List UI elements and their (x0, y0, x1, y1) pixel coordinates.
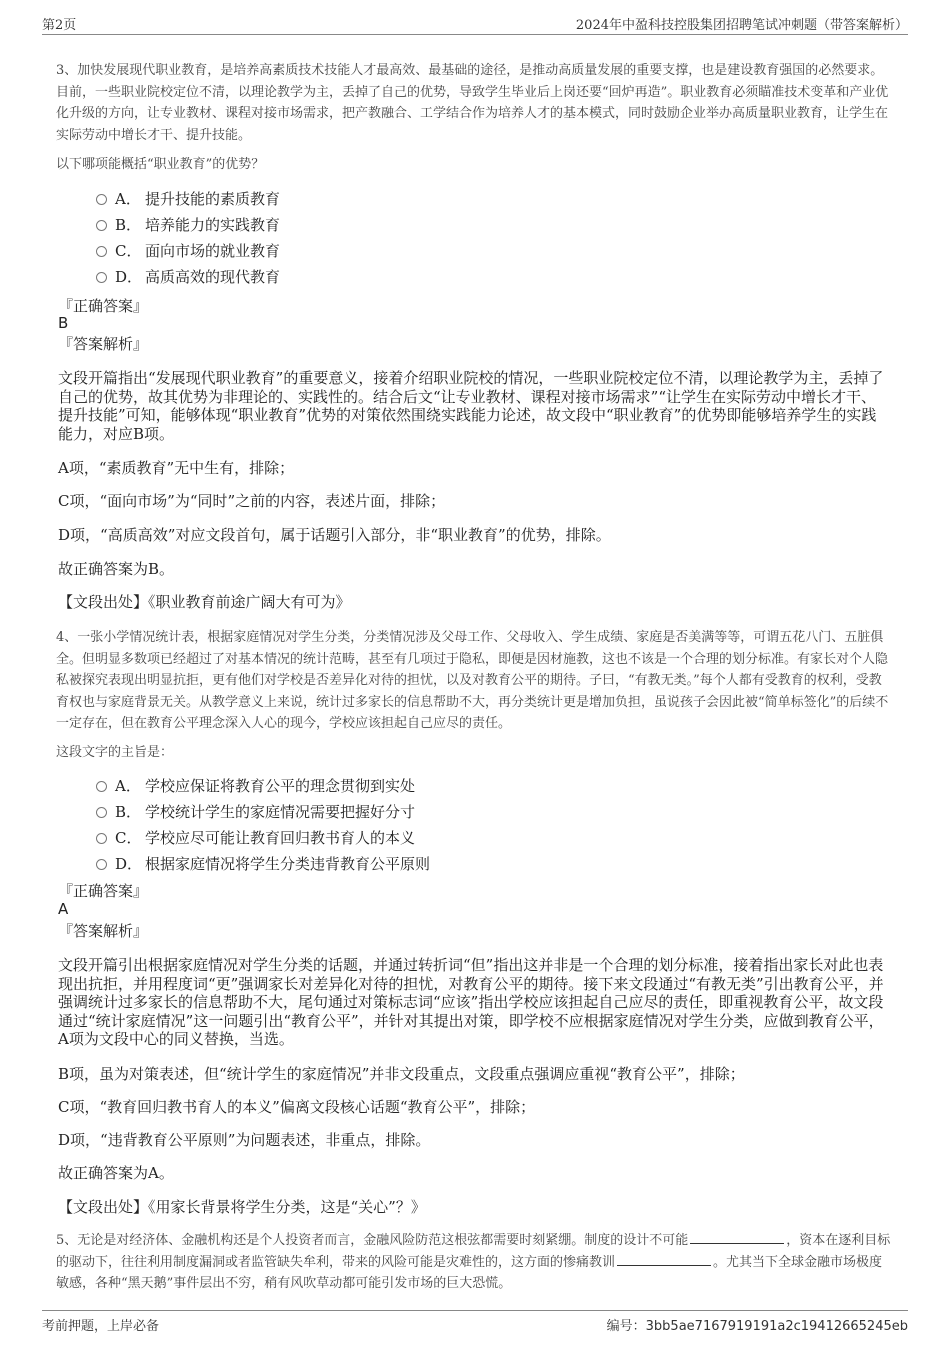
q4-analysis: 文段开篇引出根据家庭情况对学生分类的话题，并通过转折词“但”指出这并非是一个合理的划分标准，接着指出家长对此也表现出抗拒，并用程度词“更”强调家长对差异化对待的担忧，对教育公平的期待。接下来文段通过“有教无类”引出教育公平，并强调统计过多家长的信息帮助不大，尾句通过对策标志词“应该”指出学校应该担起自己应尽的责任，即重视教育公平，故文段通过“统计家庭情况”这一问题引出“教育公平”，并针对其提出对策，即学校不应根据家庭情况对学生分类，应做到教育公平，A项为文段中心的同义替换，当选。 (58, 956, 884, 1048)
fill-blank-1[interactable] (690, 1231, 784, 1244)
q3-option-c[interactable]: C． 面向市场的就业教育 (96, 238, 280, 264)
q3-option-a[interactable]: A． 提升技能的素质教育 (96, 186, 280, 212)
q4-correct-label: 『正确答案』 (58, 882, 149, 900)
q5-passage: 5、无论是对经济体、金融机构还是个人投资者而言，金融风险防范这根弦都需要时刻紧绷。制度的设计不可能 ，资本在逐利目标的驱动下，往往利用制度漏洞或者监管缺失牟利，带来的风险可能是灾难性的，这方面的惨痛教训 。尤其当下全球金融市场极度敏感，各种“黑天鹅”事件层出不穷，稍有风吹草动都可能引发市场的巨大恐慌。 (56, 1233, 891, 1291)
q3-option-a-note: A项，“素质教育”无中生有，排除； (58, 459, 295, 477)
page-footer (42, 1310, 908, 1335)
radio-button[interactable] (96, 194, 107, 205)
q3-answer: B (58, 314, 69, 332)
radio-button[interactable] (96, 807, 107, 818)
q4-option-c-note: C项，“教育回归教书育人的本义”偏离文段核心话题“教育公平”，排除； (58, 1098, 536, 1116)
q3-option-c-note: C项，“面向市场”为“同时”之前的内容，表述片面，排除； (58, 492, 446, 510)
radio-button[interactable] (96, 859, 107, 870)
q3-analysis-label: 『答案解析』 (58, 335, 149, 353)
q4-option-d-note: D项，“违背教育公平原则”为问题表述，非重点，排除。 (58, 1131, 431, 1149)
q4-answer: A (58, 900, 69, 918)
fill-blank-2[interactable] (617, 1253, 711, 1266)
radio-button[interactable] (96, 833, 107, 844)
q3-option-b[interactable]: B． 培养能力的实践教育 (96, 212, 280, 238)
page-header (42, 12, 908, 35)
page-number: 第2页 (42, 18, 77, 33)
q3-option-d[interactable]: D． 高质高效的现代教育 (96, 264, 280, 290)
document-code: 编号：3bb5ae7167919191a2c19412665245eb (606, 1319, 908, 1334)
q4-option-a[interactable]: A． 学校应保证将教育公平的理念贯彻到实处 (96, 773, 430, 799)
q3-correct-label: 『正确答案』 (58, 297, 149, 315)
document-title: 2024年中盈科技控股集团招聘笔试冲刺题（带答案解析） (575, 18, 908, 33)
q3-conclusion: 故正确答案为B。 (58, 560, 175, 578)
q4-prompt: 这段文字的主旨是： (56, 745, 174, 760)
footer-slogan: 考前押题，上岸必备 (42, 1319, 160, 1334)
radio-button[interactable] (96, 272, 107, 283)
q4-option-c[interactable]: C． 学校应尽可能让教育回归教书育人的本义 (96, 825, 430, 851)
q3-passage: 3、加快发展现代职业教育，是培养高素质技术技能人才最高效、最基础的途径，是推动高质量发展的重要支撑，也是建设教育强国的必然要求。目前，一些职业院校定位不清，以理论教学为主，丢掉了自己的优势，导致学生毕业后上岗还要“回炉再造”。职业教育必须瞄准技术变革和产业优化升级的方向，让专业教材、课程对接市场需求，把产教融合、工学结合作为培养人才的基本模式，同时鼓励企业举办高质量职业教育，让学生在实际劳动中增长才干、提升技能。 (56, 63, 889, 143)
radio-button[interactable] (96, 220, 107, 231)
q3-prompt: 以下哪项能概括“职业教育”的优势？ (56, 157, 265, 172)
q3-analysis: 文段开篇指出“发展现代职业教育”的重要意义，接着介绍职业院校的情况，一些职业院校定位不清，以理论教学为主，丢掉了自己的优势，故其优势为非理论的、实践性的。结合后文“让专业教材、课程对接市场需求”“让学生在实际劳动中增长才干、提升技能”可知，能够体现“职业教育”优势的对策依然围绕实践能力论述，故文段中“职业教育”的优势即能够培养学生的实践能力，对应B项。 (58, 369, 884, 443)
q4-options (96, 773, 430, 877)
q4-option-d[interactable]: D． 根据家庭情况将学生分类违背教育公平原则 (96, 851, 430, 877)
q4-passage: 4、一张小学情况统计表，根据家庭情况对学生分类，分类情况涉及父母工作、父母收入、学生成绩、家庭是否美满等等，可谓五花八门、五脏俱全。但明显多数项已经超过了对基本情况的统计范畴，甚至有几项过于隐私，即便是因材施教，这也不该是一个合理的划分标准。有家长对个人隐私被探究表现出明显抗拒，更有他们对学校是否差异化对待的担忧，以及对教育公平的期待。子曰，“有教无类。”每个人都有受教育的权利，受教育权也与家庭背景无关。从教学意义上来说，统计过多家长的信息帮助不大，再分类统计更是增加负担，虽说孩子会因此被“简单标签化”的后续不一定存在，但在教育公平理念深入人心的现今，学校应该担起自己应尽的责任。 (56, 630, 889, 731)
q4-option-b[interactable]: B． 学校统计学生的家庭情况需要把握好分寸 (96, 799, 430, 825)
q4-analysis-label: 『答案解析』 (58, 922, 149, 940)
q3-option-d-note: D项，“高质高效”对应文段首句，属于话题引入部分，非“职业教育”的优势，排除。 (58, 526, 611, 544)
q3-source: 【文段出处】《职业教育前途广阔大有可为》 (58, 593, 351, 611)
q4-option-b-note: B项，虽为对策表述，但“统计学生的家庭情况”并非文段重点，文段重点强调应重视“教育公平”，排除； (58, 1065, 745, 1083)
q4-conclusion: 故正确答案为A。 (58, 1164, 174, 1182)
q4-source: 【文段出处】《用家长背景将学生分类，这是“关心”？》 (58, 1198, 426, 1216)
radio-button[interactable] (96, 781, 107, 792)
q3-options (96, 186, 280, 290)
radio-button[interactable] (96, 246, 107, 257)
